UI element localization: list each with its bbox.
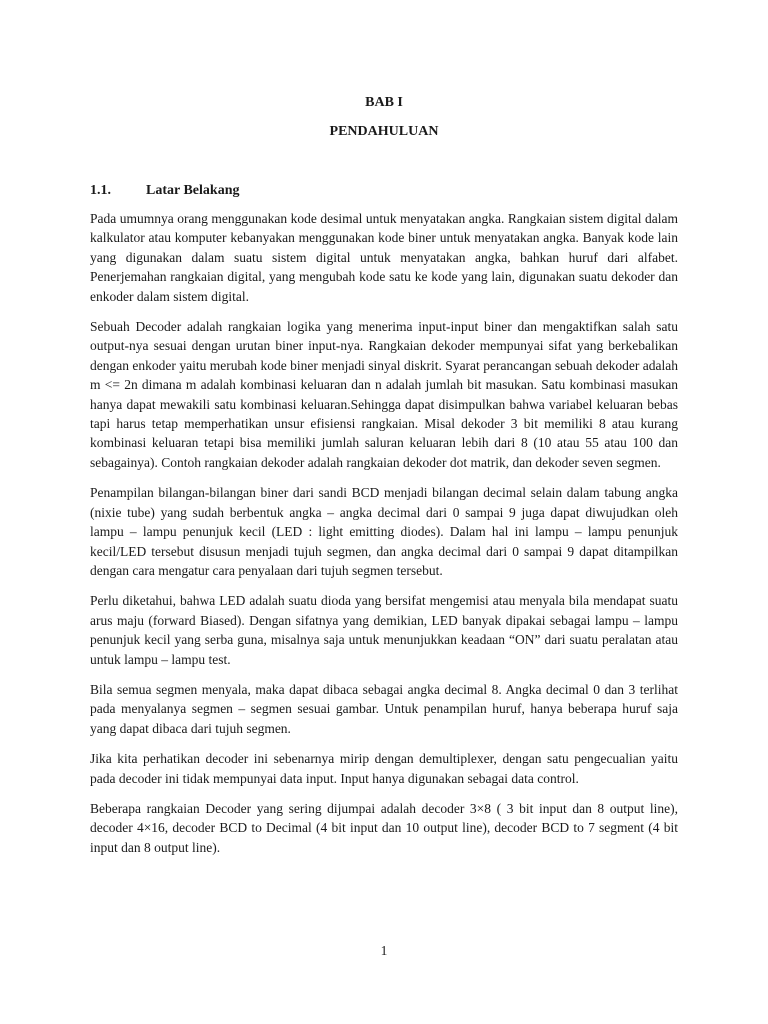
paragraph-7: Beberapa rangkaian Decoder yang sering dijumpai adalah decoder 3×8 ( 3 bit input dan 8 output line), decoder 4×16, decoder BCD to Decimal (4 bit input dan 10 output line), decoder BCD to 7 segment (4 bit input dan 8 output line).	[90, 800, 678, 855]
section-number: 1.1.	[90, 183, 111, 198]
paragraph-4: Perlu diketahui, bahwa LED adalah suatu dioda yang bersifat mengemisi atau menyala bila mendapat suatu arus maju (forward Biased). Dengan sifatnya yang demikian, LED banyak dipakai sebagai lampu – lampu penunjuk kecil yang serba guna, misalnya saja untuk menunjukkan keadaan “ON” dari suatu peralatan atau untuk lampu – lampu test.	[90, 593, 678, 667]
page-number: 1	[380, 943, 388, 958]
body-text	[90, 209, 678, 868]
chapter-number: BAB I	[365, 95, 403, 110]
paragraph-6: Jika kita perhatikan decoder ini sebenarnya mirip dengan demultiplexer, dengan satu pengecualian yaitu pada decoder ini tidak mempunyai data input. Input hanya digunakan sebagai data control.	[90, 751, 678, 786]
section-heading	[90, 183, 239, 199]
paragraph-3: Penampilan bilangan-bilangan biner dari sandi BCD menjadi bilangan decimal selain dalam tabung angka (nixie tube) yang sudah berbentuk angka – angka decimal dari 0 sampai 9 juga dapat diwujudkan oleh lampu – lampu penunjuk kecil (LED : light emitting diodes). Dalam hal ini lampu – lampu penunjuk kecil/LED tersebut disusun menjadi tujuh segmen, dan angka decimal dari 0 sampai 9 dapat ditampilkan dengan cara mengatur cara penyalaan dari tujuh segmen tersebut.	[90, 485, 678, 578]
section-title: Latar Belakang	[146, 183, 240, 198]
paragraph-2: Sebuah Decoder adalah rangkaian logika yang menerima input-input biner dan mengaktifkan salah satu output-nya sesuai dengan urutan biner input-nya. Rangkaian dekoder mempunyai sifat yang berkebalikan dengan enkoder yaitu merubah kode biner menjadi sinyal diskrit. Syarat perancangan sebuah dekoder adalah m <= 2n dimana m adalah kombinasi keluaran dan n adalah jumlah bit masukan. Satu kombinasi masukan hanya dapat mewakili satu kombinasi keluaran.Sehingga dapat disimpulkan bahwa variabel keluaran bebas tapi harus tetap memperhatikan unsur efisiensi rangkaian. Misal dekoder 3 bit memiliki 8 atau kurang kombinasi keluaran tetapi bisa memiliki jumlah saluran keluaran lebih dari 8 (10 atau 55 atau 100 dan sebagainya). Contoh rangkaian dekoder adalah rangkaian dekoder dot matrik, dan dekoder seven segmen.	[90, 319, 678, 470]
paragraph-5: Bila semua segmen menyala, maka dapat dibaca sebagai angka decimal 8. Angka decimal 0 dan 3 terlihat pada menyalanya segmen – segmen sesuai gambar. Untuk penampilan huruf, hanya beberapa huruf saja yang dapat dibaca dari tujuh segmen.	[90, 681, 678, 736]
paragraph-1: Pada umumnya orang menggunakan kode desimal untuk menyatakan angka. Rangkaian sistem digital dalam kalkulator atau komputer kebanyakan menggunakan kode biner untuk menyatakan angka. Banyak kode lain yang digunakan dalam suatu sistem digital untuk menyatakan angka, bahkan huruf dari alfabet. Penerjemahan rangkaian digital, yang mengubah kode satu ke kode yang lain, digunakan suatu dekoder dan enkoder dalam sistem digital.	[90, 211, 678, 304]
chapter-title: PENDAHULUAN	[329, 124, 439, 139]
